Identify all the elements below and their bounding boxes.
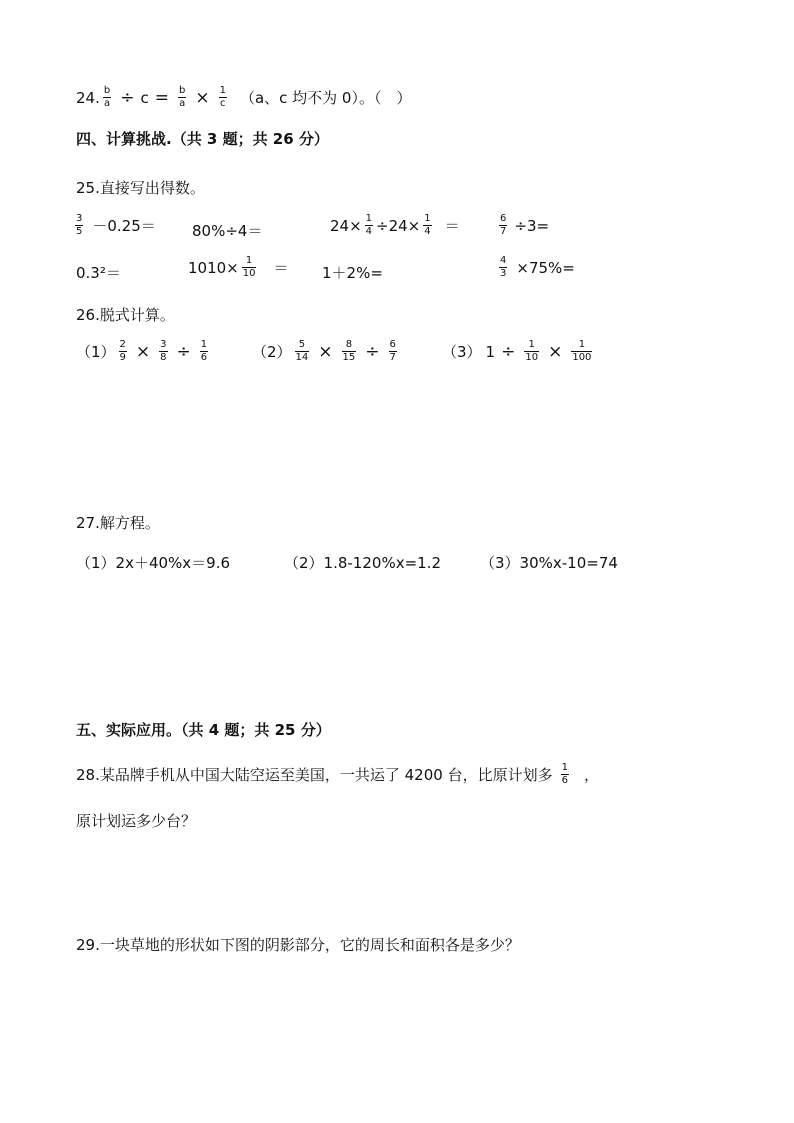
q24-fraction-1-over-c [219,86,227,109]
q24-note: （a、c 均不为 0）。（ ） [239,89,412,107]
q25-r2-a [76,262,121,283]
fraction-denominator: 6 [200,352,208,363]
q24-fraction-b-over-a-2 [178,86,186,109]
fraction-numerator: 1 [578,339,586,350]
expression-text: ×75%= [516,258,575,277]
fraction [524,340,539,363]
fraction-denominator: 7 [389,352,396,363]
fraction-denominator: 10 [242,268,256,279]
fraction [75,214,83,237]
fraction-denominator: a [179,98,186,109]
fraction-denominator: 4 [424,226,431,237]
fraction-denominator: 10 [525,352,539,363]
q27-part-1 [76,552,230,573]
fraction-numerator: 1 [219,85,226,96]
q25-r1-d [496,214,549,237]
q25-r1-a [72,214,156,237]
expression-text: 0.3²＝ [76,264,121,282]
q29-line [76,934,520,955]
q28-line-2 [76,810,196,831]
fraction-numerator: 2 [119,339,126,350]
fraction [499,214,507,237]
q25-r1-b [192,220,262,241]
fraction-denominator: 15 [342,352,356,363]
fraction [571,340,592,363]
q28-text: 28.某品牌手机从中国大陆空运至美国，一共运了 4200 台，比原计划多 [76,766,553,784]
expression-text: 1＋2%= [322,264,383,282]
expression-text: －0.25＝ [92,217,156,235]
q29-text: 29.一块草地的形状如下图的阴影部分，它的周长和面积各是多少？ [76,936,520,954]
fraction-denominator: 7 [500,226,507,237]
expression-text: ÷3= [514,216,550,235]
q25-r2-b [188,256,289,279]
q26-heading [76,304,175,325]
fraction-numerator: 4 [500,255,507,266]
fraction-denominator: 6 [561,775,568,786]
whole-number: 1 [485,342,496,361]
part-label: （3） [442,343,482,361]
times-sign: × [195,87,210,108]
q28-line-1 [76,763,599,786]
fraction [159,340,167,363]
q28-question: 原计划运多少台？ [76,812,197,830]
fraction-denominator: 3 [500,268,507,279]
fraction-denominator: 100 [572,352,592,363]
fraction [119,340,127,363]
fraction-numerator: 1 [528,339,535,350]
fraction-denominator: 5 [76,226,83,237]
q26-part-1 [76,340,211,363]
divide-sign: ÷ [120,87,135,108]
fraction-denominator: 8 [160,352,167,363]
fraction-numerator: 8 [345,339,353,350]
expression-text: 80%÷4＝ [192,222,263,240]
equation-text: （1）2x＋40%x＝9.6 [76,554,231,572]
fraction-denominator: a [103,98,111,109]
divide-sign: ÷ [365,341,380,362]
fraction [295,340,310,363]
q27-part-2 [284,552,441,573]
q25-title: 25.直接写出得数。 [76,179,205,197]
section-5-heading [76,719,331,740]
fraction-numerator: 1 [365,213,373,224]
fraction-numerator: 3 [160,339,167,350]
fraction-numerator: 1 [200,339,208,350]
q26-title: 26.脱式计算。 [76,306,175,324]
q26-part-3 [442,340,595,363]
fraction-numerator: b [178,85,186,96]
q25-r2-d [496,256,575,279]
section-4-title: 四、计算挑战.（共 3 题；共 26 分） [76,130,329,148]
fraction [365,214,373,237]
times-sign: × [548,341,563,362]
part-label: （2） [252,343,292,361]
times-sign: × [318,341,333,362]
expression-text: ÷24× [376,216,421,235]
fraction [423,214,431,237]
q28-comma: ， [583,766,599,784]
fraction-numerator: 6 [389,339,396,350]
q25-r2-c [322,262,383,283]
part-label: （1） [76,343,116,361]
fraction [242,256,257,279]
fraction-denominator: 4 [365,226,373,237]
divide-sign: ÷ [176,341,191,362]
expression-text: 24× [330,216,362,235]
fraction-denominator: 9 [119,352,126,363]
fraction-numerator: 5 [298,339,306,350]
expression-text: ＝ [273,259,289,277]
fraction-numerator: 6 [500,213,507,224]
q24-c: c [140,88,149,107]
q25-r1-c [330,214,460,237]
fraction [561,763,569,786]
q24-line [76,86,411,109]
section-4-heading [76,128,329,149]
fraction-denominator: c [220,98,226,109]
expression-text: ＝ [444,217,460,235]
fraction [342,340,357,363]
fraction-numerator: 1 [561,762,568,773]
equation-text: （3）30%x-10=74 [480,554,618,572]
q27-part-3 [480,552,618,573]
section-5-title: 五、实际应用。（共 4 题；共 25 分） [76,721,331,739]
fraction-denominator: 14 [295,352,309,363]
fraction [389,340,397,363]
q24-number: 24. [76,88,100,107]
equals-sign: = [154,87,169,108]
divide-sign: ÷ [501,341,516,362]
fraction-numerator: 1 [424,213,431,224]
q24-fraction-b-over-a [103,86,111,109]
equation-text: （2）1.8-120%x=1.2 [284,554,441,572]
q27-title: 27.解方程。 [76,514,160,532]
q25-heading [76,177,205,198]
expression-text: 1010× [188,258,239,277]
fraction-numerator: b [103,85,111,96]
times-sign: × [135,341,151,362]
fraction [200,340,208,363]
q26-part-2 [252,340,400,363]
q27-heading [76,512,160,533]
fraction-numerator: 3 [76,213,83,224]
fraction-numerator: 1 [245,255,253,266]
fraction [499,256,507,279]
